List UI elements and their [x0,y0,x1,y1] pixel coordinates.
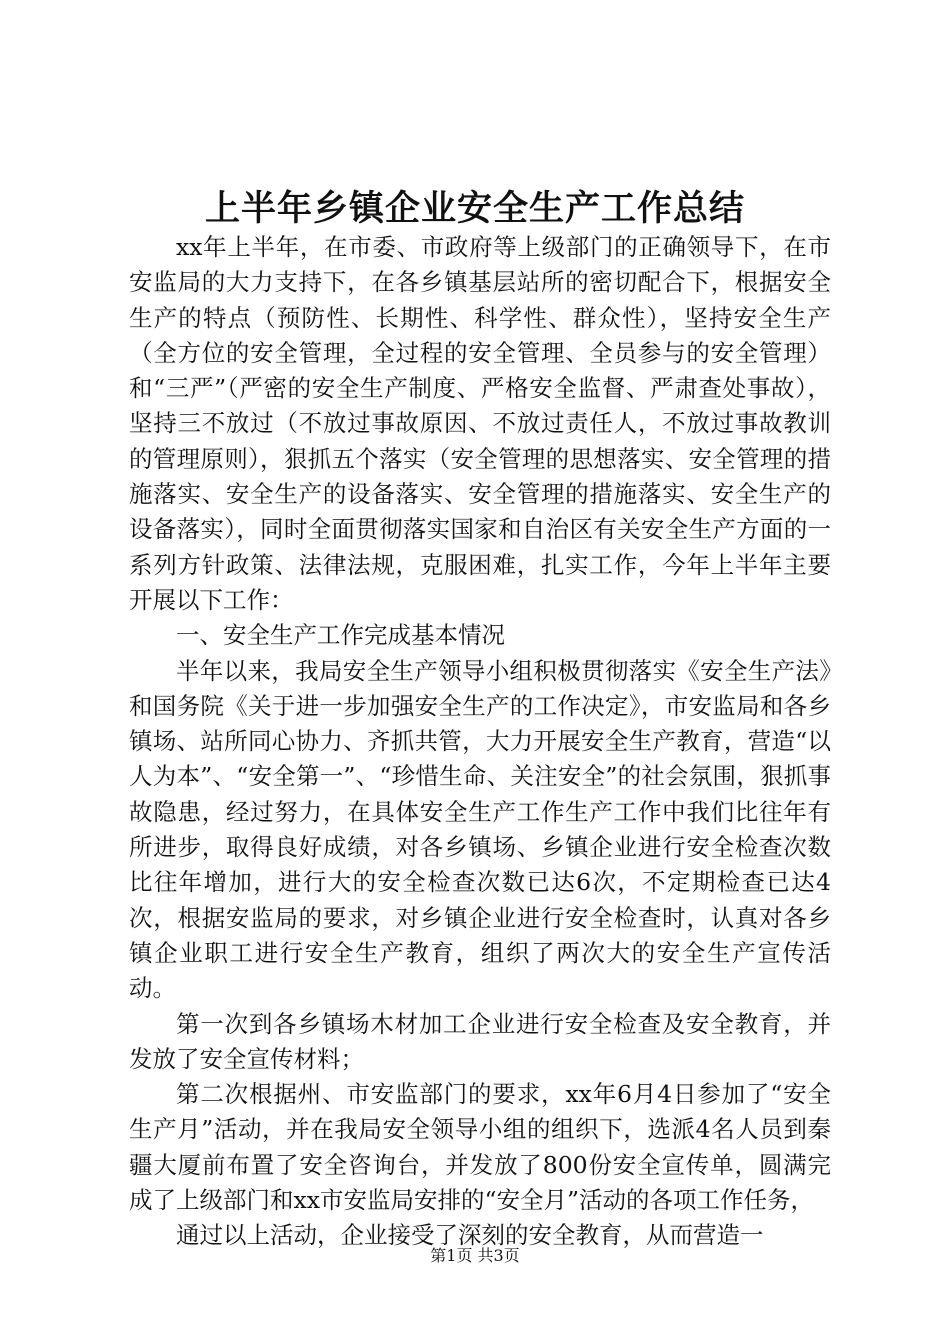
section-heading: 一、安全生产工作完成基本情况 [176,621,505,650]
paragraph-second-activity: 第二次根据州、市安监部门的要求，xx年6月4日参加了“安全生产月”活动，并在我局安全领导小组的组织下，选派4名人员到秦疆大厦前布置了安全咨询台，并发放了800份安全宣传单，圆满完成了上级部门和xx市安监局安排的“安全月”活动的各项工作任务， [129,1080,831,1215]
document-title: 上半年乡镇企业安全生产工作总结 [204,188,745,229]
paragraph-conclusion: 通过以上活动，企业接受了深刻的安全教育，从而营造一 [176,1221,764,1250]
document-body [129,230,831,1254]
paragraph-first-activity: 第一次到各乡镇场木材加工企业进行安全检查及安全教育，并发放了安全宣传材料； [129,1009,831,1073]
paragraph-intro: xx年上半年，在市委、市政府等上级部门的正确领导下，在市安监局的大力支持下，在各乡镇基层站所的密切配合下，根据安全生产的特点（预防性、长期性、科学性、群众性），坚持安全生产（全方位的安全管理，全过程的安全管理、全员参与的安全管理）和“三严”（严密的安全生产制度、严格安全监督、严肃查处事故），坚持三不放过（不放过事故原因、不放过责任人，不放过事故教训的管理原则），狠抓五个落实（安全管理的思想落实、安全管理的措施落实、安全生产的设备落实、安全管理的措施落实、安全生产的设备落实），同时全面贯彻落实国家和自治区有关安全生产方面的一系列方针政策、法律法规，克服困难，扎实工作，今年上半年主要开展以下工作： [129,233,831,614]
paragraph-half-year-summary: 半年以来，我局安全生产领导小组积极贯彻落实《安全生产法》和国务院《关于进一步加强安全生产的工作决定》，市安监局和各乡镇场、站所同心协力、齐抓共管，大力开展安全生产教育，营造“以人为本”、“安全第一”、“珍惜生命、关注安全”的社会氛围，狠抓事故隐患，经过努力，在具体安全生产工作生产工作中我们比往年有所进步，取得良好成绩，对各乡镇场、乡镇企业进行安全检查次数比往年增加，进行大的安全检查次数已达6次，不定期检查已达4次，根据安监局的要求，对乡镇企业进行安全检查时，认真对各乡镇企业职工进行安全生产教育，组织了两次大的安全生产宣传活动。 [129,656,831,1003]
page-number-footer: 第1页 共3页 [430,1246,520,1265]
